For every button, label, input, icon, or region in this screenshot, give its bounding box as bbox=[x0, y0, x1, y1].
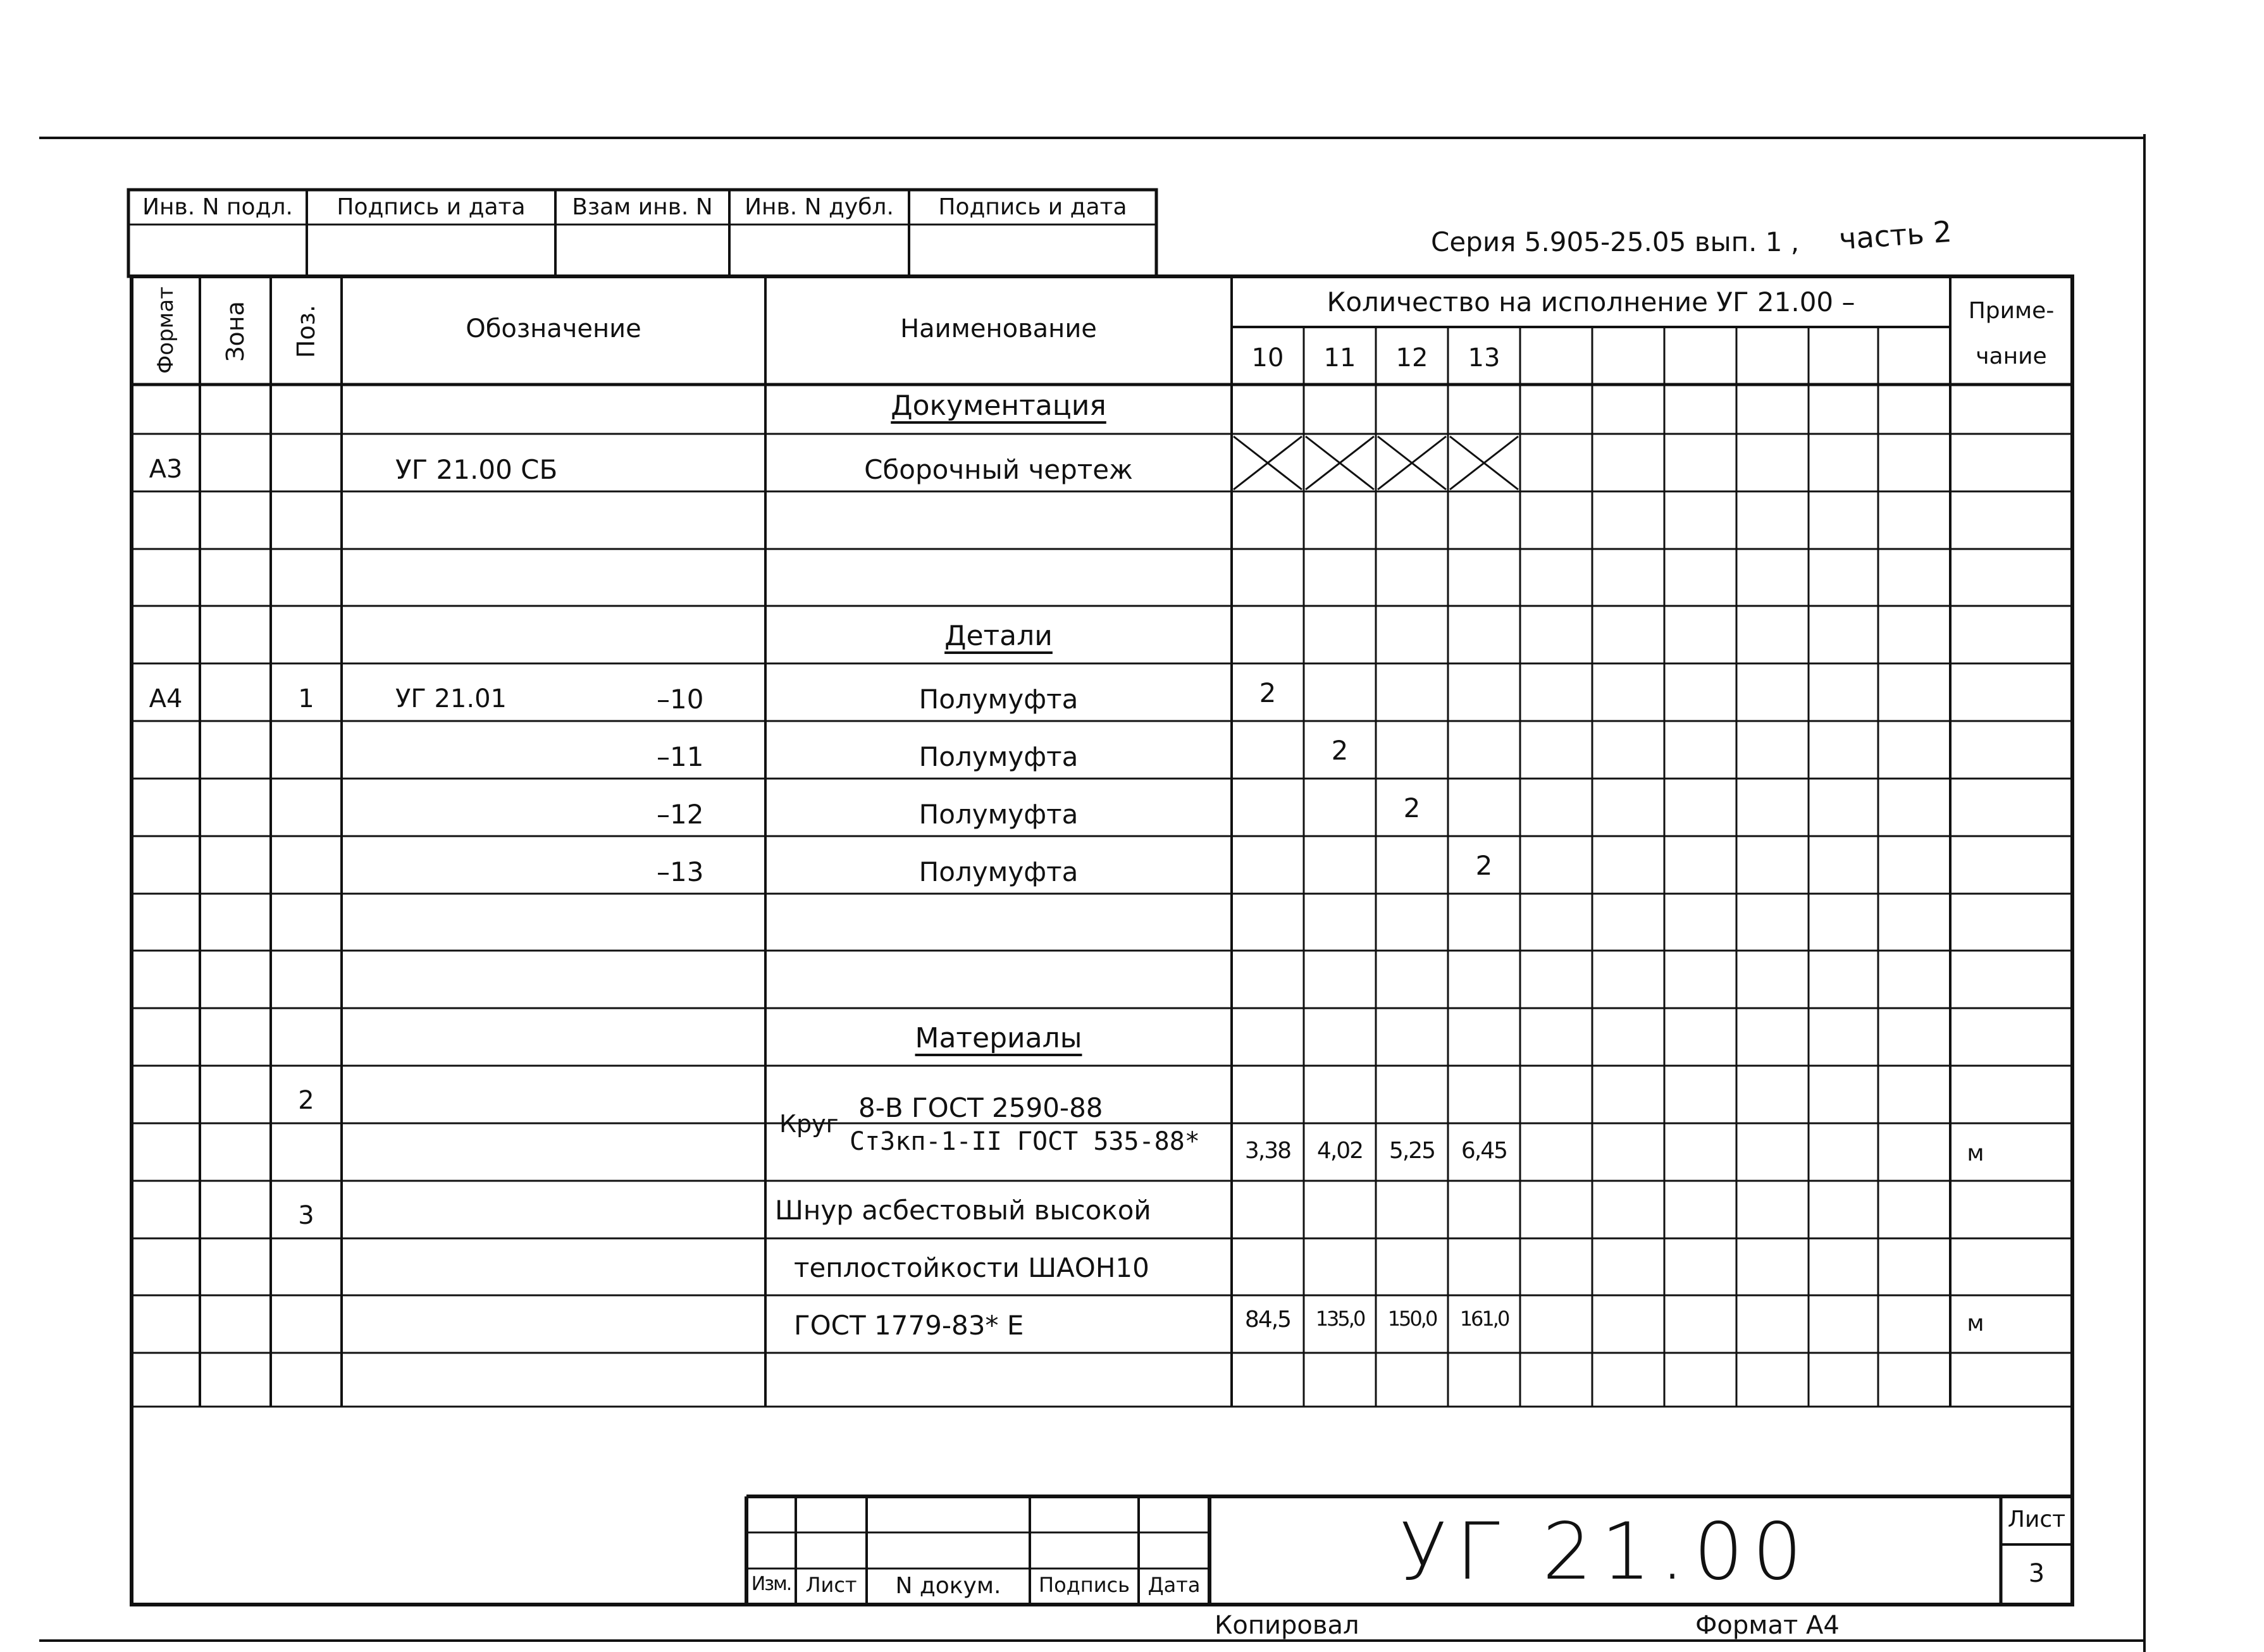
mat2-name-prefix: Круг bbox=[779, 1110, 839, 1138]
mat3-name-line3: ГОСТ 1779-83* Е bbox=[794, 1310, 1024, 1341]
archive-header-inv-podl: Инв. N подл. bbox=[142, 194, 293, 220]
part-qty: 2 bbox=[1259, 677, 1277, 708]
mat2-numerator: 8-В ГОСТ 2590-88 bbox=[858, 1092, 1103, 1123]
mat3-name-line2: теплостойкости ШАОН10 bbox=[794, 1252, 1149, 1283]
mat2-note: м bbox=[1967, 1140, 1984, 1166]
part-name: Полумуфта bbox=[919, 684, 1079, 715]
sheet-label: Лист bbox=[2007, 1507, 2066, 1532]
mat2-qty: 4,02 bbox=[1316, 1138, 1363, 1164]
execution-12: 12 bbox=[1395, 343, 1428, 373]
part-qty: 2 bbox=[1475, 850, 1493, 881]
archive-header-vzam: Взам инв. N bbox=[572, 194, 713, 220]
footer-format: Формат А4 bbox=[1695, 1611, 1840, 1640]
title-label-izm: Изм. bbox=[751, 1573, 791, 1595]
mat2-qty: 6,45 bbox=[1461, 1138, 1507, 1164]
header-qty-title: Количество на исполнение УГ 21.00 – bbox=[1327, 287, 1855, 317]
mat2-denominator: Ст3кп-1-II ГОСТ 535-88* bbox=[850, 1127, 1200, 1156]
section-materials: Материалы bbox=[915, 1022, 1082, 1054]
doc-code: УГ 21.00 bbox=[1399, 1507, 1812, 1598]
doc-name: Сборочный чертеж bbox=[864, 454, 1133, 485]
header-note-line1: Приме- bbox=[1968, 298, 2055, 324]
mat3-qty: 161,0 bbox=[1459, 1307, 1509, 1331]
mat2-qty: 3,38 bbox=[1244, 1138, 1291, 1164]
series-label: Серия 5.905-25.05 вып. 1 , bbox=[1431, 226, 1800, 257]
part-qty: 2 bbox=[1403, 792, 1421, 823]
header-name: Наименование bbox=[900, 314, 1097, 343]
mat3-qty: 135,0 bbox=[1315, 1307, 1364, 1331]
footer-copied: Копировал bbox=[1215, 1611, 1359, 1640]
part-suffix: –12 bbox=[657, 799, 704, 830]
part-suffix: –11 bbox=[657, 741, 704, 772]
header-format: Формат bbox=[153, 287, 178, 374]
part-designation: УГ 21.01 bbox=[395, 684, 507, 713]
title-label-data: Дата bbox=[1147, 1573, 1201, 1597]
doc-format: А3 bbox=[149, 455, 183, 484]
part-name: Полумуфта bbox=[919, 741, 1079, 772]
archive-header-sign-date: Подпись и дата bbox=[337, 194, 526, 220]
header-note-line2: чание bbox=[1976, 343, 2047, 369]
execution-13: 13 bbox=[1468, 343, 1500, 373]
execution-10: 10 bbox=[1251, 343, 1284, 373]
section-parts: Детали bbox=[944, 620, 1053, 652]
part-pos: 1 bbox=[298, 684, 314, 713]
mat2-qty: 5,25 bbox=[1389, 1138, 1435, 1164]
archive-header-inv-dubl: Инв. N дубл. bbox=[745, 194, 894, 220]
mat3-note: м bbox=[1967, 1310, 1984, 1336]
archive-header-sign-date-2: Подпись и дата bbox=[938, 194, 1127, 220]
title-label-podpis: Подпись bbox=[1039, 1573, 1130, 1597]
doc-designation: УГ 21.00 СБ bbox=[395, 454, 558, 485]
part-qty: 2 bbox=[1331, 735, 1349, 766]
part-suffix: –10 bbox=[657, 684, 704, 715]
part-name: Полумуфта bbox=[919, 856, 1079, 887]
header-zone: Зона bbox=[221, 301, 249, 362]
part-label: часть 2 bbox=[1838, 214, 1953, 257]
title-label-ndokum: N докум. bbox=[895, 1573, 1001, 1599]
mat3-pos: 3 bbox=[298, 1201, 314, 1230]
header-designation: Обозначение bbox=[466, 314, 641, 343]
sheet-number: 3 bbox=[2028, 1559, 2045, 1588]
title-label-list: Лист bbox=[805, 1573, 857, 1597]
part-name: Полумуфта bbox=[919, 799, 1079, 830]
section-documentation: Документация bbox=[891, 390, 1106, 422]
execution-11: 11 bbox=[1323, 343, 1356, 373]
part-suffix: –13 bbox=[657, 856, 704, 887]
mat3-qty: 150,0 bbox=[1387, 1307, 1437, 1331]
part-format: А4 bbox=[149, 684, 183, 713]
mat3-name-line1: Шнур асбестовый высокой bbox=[775, 1195, 1151, 1226]
header-pos: Поз. bbox=[292, 304, 320, 359]
mat2-pos: 2 bbox=[298, 1086, 314, 1115]
mat3-qty: 84,5 bbox=[1244, 1307, 1291, 1333]
